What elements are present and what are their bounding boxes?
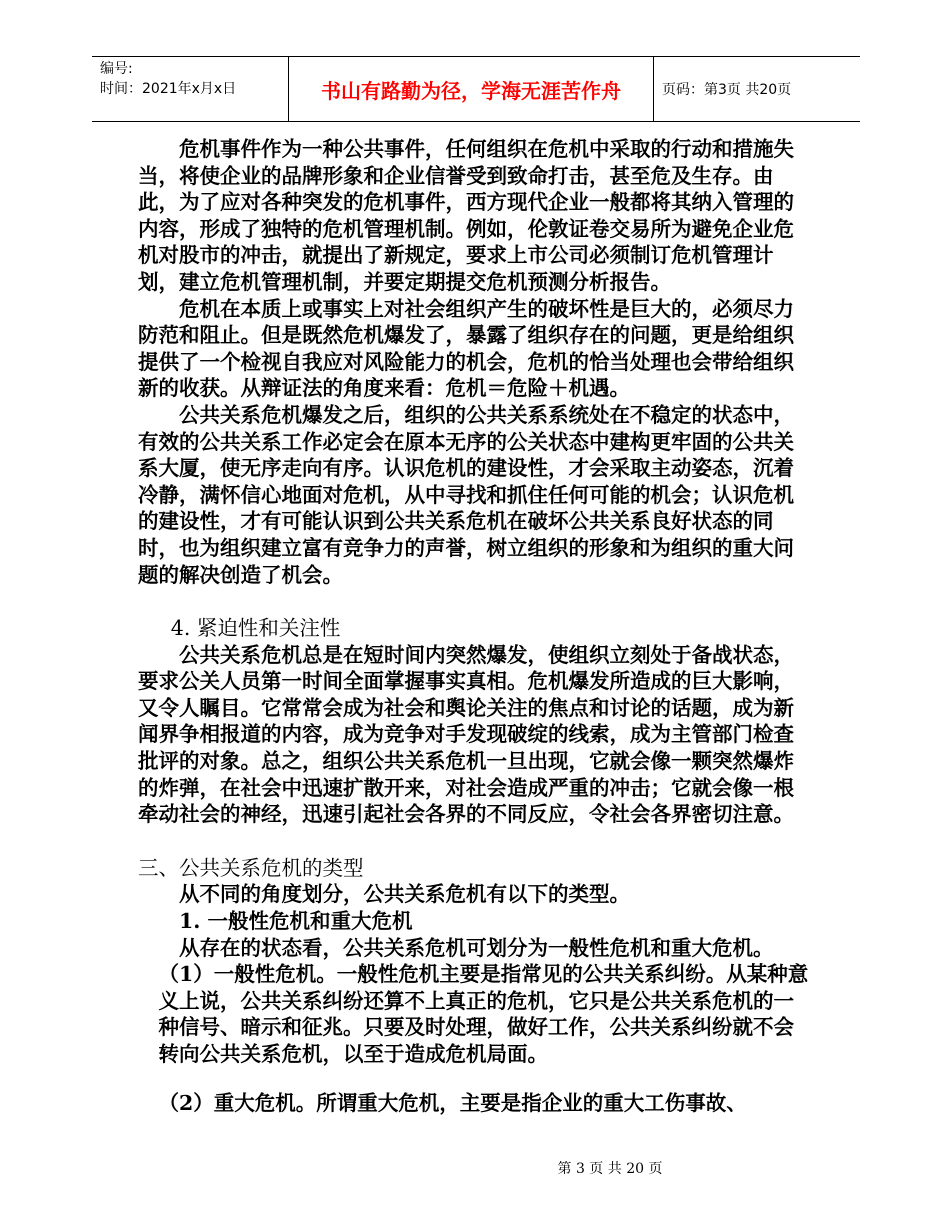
paragraph: 危机在本质上或事实上对社会组织产生的破坏性是巨大的，必须尽力防范和阻止。但是既然危机爆发了，暴露了组织存在的问题，更是给组织提供了一个检视自我应对风险能力的机会，危机的恰当处理也会带给组织新的收获。从辩证法的角度来看：危机＝危险＋机遇。: [138, 296, 794, 401]
page-header: [92, 56, 860, 122]
paragraph: 从存在的状态看，公共关系危机可划分为一般性危机和重大危机。: [179, 935, 774, 960]
section-heading: 三、公共关系危机的类型: [138, 855, 364, 880]
document-time-label: 时间：2021年x月x日: [100, 81, 237, 97]
header-meta: [92, 57, 288, 121]
document-number-label: 编号:: [100, 61, 133, 77]
header-slogan: 书山有路勤为径，学海无涯苦作舟: [288, 57, 654, 121]
subsection-heading: 1. 一般性危机和重大危机: [179, 909, 413, 934]
page-footer: 第 3 页 共 20 页: [557, 1161, 663, 1177]
paragraph: 公共关系危机总是在短时间内突然爆发，使组织立刻处于备战状态，要求公关人员第一时间全面掌握事实真相。危机爆发所造成的巨大影响，又令人瞩目。它常常会成为社会和舆论关注的焦点和讨论的话题，成为新闻界争相报道的内容，成为竞争对手发现破绽的线索，成为主管部门检查批评的对象。总之，组织公共关系危机一旦出现，它就会像一颗突然爆炸的炸弹，在社会中迅速扩散开来，对社会造成严重的冲击；它就会像一根牵动社会的神经，迅速引起社会各界的不同反应，令社会各界密切注意。: [138, 642, 794, 827]
paragraph: 危机事件作为一种公共事件，任何组织在危机中采取的行动和措施失当，将使企业的品牌形象和企业信誉受到致命打击，甚至危及生存。由此，为了应对各种突发的危机事件，西方现代企业一般都将其纳入管理的内容，形成了独特的危机管理机制。例如，伦敦证卷交易所为避免企业危机对股市的冲击，就提出了新规定，要求上市公司必须制订危机管理计划，建立危机管理机制，并要定期提交危机预测分析报告。: [138, 137, 794, 294]
paragraph: 公共关系危机爆发之后，组织的公共关系系统处在不稳定的状态中，有效的公共关系工作必定会在原本无序的公关状态中建构更牢固的公共关系大厦，使无序走向有序。认识危机的建设性，才会采取主动姿态，沉着冷静，满怀信心地面对危机，从中寻找和抓住任何可能的机会；认识危机的建设性，才有可能认识到公共关系危机在破坏公共关系良好状态的同时，也为组织建立富有竞争力的声誉，树立组织的形象和为组织的重大问题的解决创造了机会。: [138, 402, 794, 587]
subsection-heading: 4. 紧迫性和关注性: [170, 616, 341, 641]
paragraph: （1）一般性危机。一般性危机主要是指常见的公共关系纠纷。从某种意义上说，公共关系纠纷还算不上真正的危机，它只是公共关系危机的一种信号、暗示和征兆。只要及时处理，做好工作，公共关系纠纷就不会转向公共关系危机，以至于造成危机局面。: [158, 962, 809, 1066]
paragraph: 从不同的角度划分，公共关系危机有以下的类型。: [179, 882, 630, 907]
paragraph: （2）重大危机。所谓重大危机，主要是指企业的重大工伤事故、: [158, 1090, 747, 1115]
document-body: [138, 136, 810, 1116]
header-page-number: 页码：第3页 共20页: [662, 82, 792, 98]
